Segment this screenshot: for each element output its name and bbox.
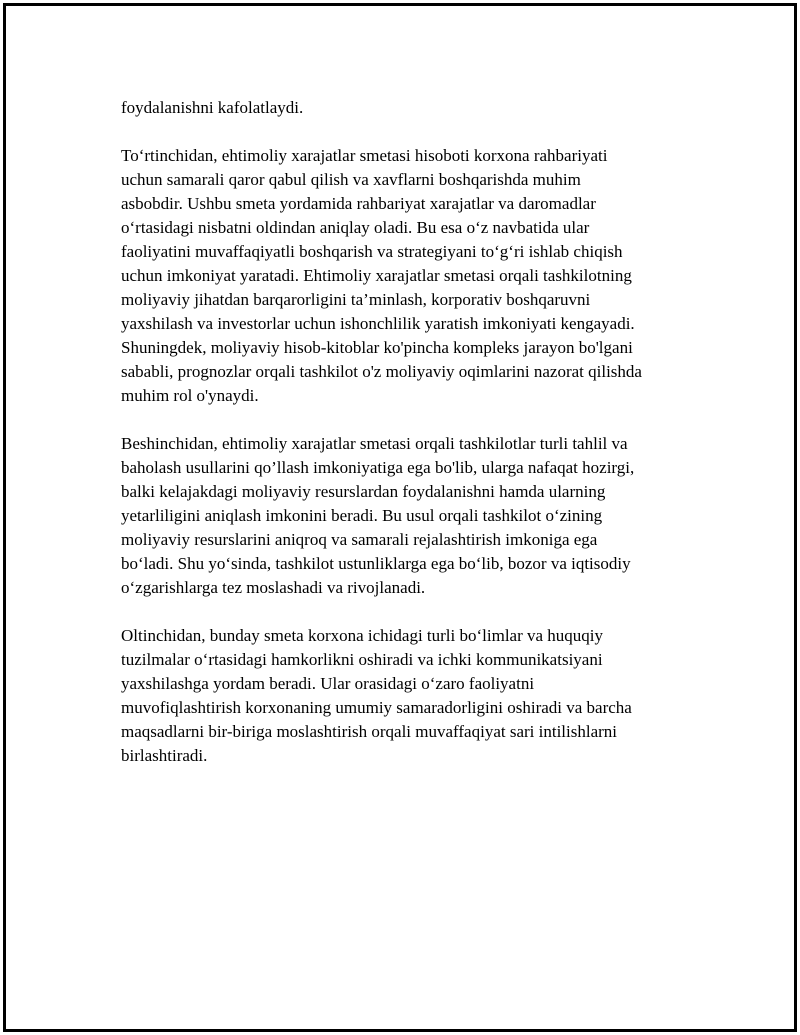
- text-line: sababli, prognozlar orqali tashkilot o'z moliyaviy oqimlarini nazorat qilishda: [121, 362, 642, 381]
- paragraph-4: [121, 624, 696, 768]
- text-line: maqsadlarni bir-biriga moslashtirish orqali muvaffaqiyat sari intilishlarni: [121, 722, 618, 741]
- text-line: To‘rtinchidan, ehtimoliy xarajatlar smetasi hisoboti korxona rahbariyati: [121, 146, 608, 165]
- text-line: yaxshilashga yordam beradi. Ular orasidagi o‘zaro faoliyatni: [121, 674, 535, 693]
- text-line: Shuningdek, moliyaviy hisob-kitoblar ko'pincha kompleks jarayon bo'lgani: [121, 338, 633, 357]
- paragraph-1: [121, 96, 696, 120]
- text-line: balki kelajakdagi moliyaviy resurslardan foydalanishni hamda ularning: [121, 482, 606, 501]
- text-line: uchun samarali qaror qabul qilish va xavflarni boshqarishda muhim: [121, 170, 581, 189]
- text-line: asbobdir. Ushbu smeta yordamida rahbariyat xarajatlar va daromadlar: [121, 194, 596, 213]
- page-frame: [3, 3, 797, 1032]
- text-line: uchun imkoniyat yaratadi. Ehtimoliy xarajatlar smetasi orqali tashkilotning: [121, 266, 632, 285]
- text-line: yaxshilash va investorlar uchun ishonchlilik yaratish imkoniyati kengayadi.: [121, 314, 635, 333]
- text-line: foydalanishni kafolatlaydi.: [121, 98, 304, 117]
- text-line: muvofiqlashtirish korxonaning umumiy samaradorligini oshiradi va barcha: [121, 698, 632, 717]
- text-line: o‘rtasidagi nisbatni oldindan aniqlay oladi. Bu esa o‘z navbatida ular: [121, 218, 590, 237]
- text-line: yetarliligini aniqlash imkonini beradi. Bu usul orqali tashkilot o‘zining: [121, 506, 603, 525]
- text-line: Oltinchidan, bunday smeta korxona ichidagi turli bo‘limlar va huquqiy: [121, 626, 604, 645]
- text-line: bo‘ladi. Shu yo‘sinda, tashkilot ustunliklarga ega bo‘lib, bozor va iqtisodiy: [121, 554, 631, 573]
- text-line: birlashtiradi.: [121, 746, 208, 765]
- text-line: faoliyatini muvaffaqiyatli boshqarish va strategiyani to‘g‘ri ishlab chiqish: [121, 242, 623, 261]
- text-line: moliyaviy jihatdan barqarorligini ta’minlash, korporativ boshqaruvni: [121, 290, 591, 309]
- paragraph-2: [121, 144, 696, 408]
- document-body: [121, 96, 696, 792]
- text-line: tuzilmalar o‘rtasidagi hamkorlikni oshiradi va ichki kommunikatsiyani: [121, 650, 603, 669]
- text-line: moliyaviy resurslarini aniqroq va samarali rejalashtirish imkoniga ega: [121, 530, 598, 549]
- text-line: o‘zgarishlarga tez moslashadi va rivojlanadi.: [121, 578, 426, 597]
- text-line: baholash usullarini qo’llash imkoniyatiga ega bo'lib, ularga nafaqat hozirgi,: [121, 458, 635, 477]
- text-line: Beshinchidan, ehtimoliy xarajatlar smetasi orqali tashkilotlar turli tahlil va: [121, 434, 628, 453]
- text-line: muhim rol o'ynaydi.: [121, 386, 259, 405]
- paragraph-3: [121, 432, 696, 600]
